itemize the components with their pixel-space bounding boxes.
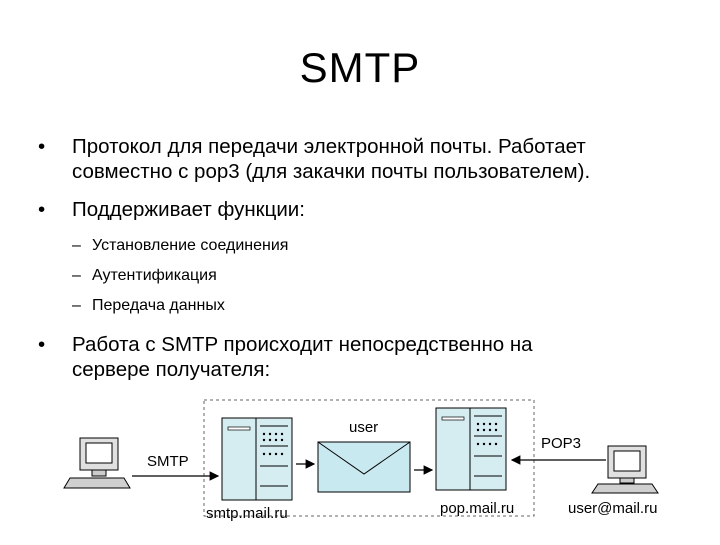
slide-title: SMTP [299, 44, 421, 91]
pop-server-label: pop.mail.ru [440, 500, 515, 517]
bullet-line: сервере получателя: [72, 358, 271, 381]
sub-bullet-item [38, 296, 698, 316]
bullet-line: совместно с pop3 (для закачки почты пользователем). [72, 160, 591, 183]
smtp-label: SMTP [147, 453, 189, 470]
bullet-line: Поддерживает функции: [72, 198, 305, 221]
envelope-icon [318, 442, 410, 492]
sub-bullet-item [38, 266, 698, 286]
sub-bullet-dash: – [72, 297, 81, 314]
bullet-list [38, 134, 698, 395]
bullet-item [38, 332, 698, 382]
user-address-label: user@mail.ru [568, 500, 658, 517]
smtp-server-label: smtp.mail.ru [206, 505, 288, 522]
sender-computer-icon [64, 438, 130, 488]
sub-bullet-dash: – [72, 267, 81, 284]
sub-bullet-item [38, 236, 698, 256]
user-label: user [349, 419, 379, 436]
sub-bullet-text: Аутентификация [92, 267, 217, 284]
bullet-line: Работа с SMTP происходит непосредственно на [72, 333, 533, 356]
bullet-dot: • [38, 333, 46, 356]
sub-bullet-text: Установление соединения [92, 237, 289, 254]
sub-bullet-text: Передача данных [92, 297, 225, 314]
pop3-label: POP3 [541, 435, 582, 452]
recipient-computer-icon [592, 446, 658, 493]
smtp-server-icon [222, 418, 292, 500]
bullet-dot: • [38, 135, 46, 158]
bullet-item [38, 197, 698, 222]
mail-flow-diagram [0, 380, 720, 540]
sub-bullet-dash: – [72, 237, 81, 254]
bullet-line: Протокол для передачи электронной почты. Работает [72, 135, 586, 158]
pop-server-icon [436, 408, 506, 490]
bullet-item [38, 134, 698, 184]
bullet-dot: • [38, 198, 46, 221]
